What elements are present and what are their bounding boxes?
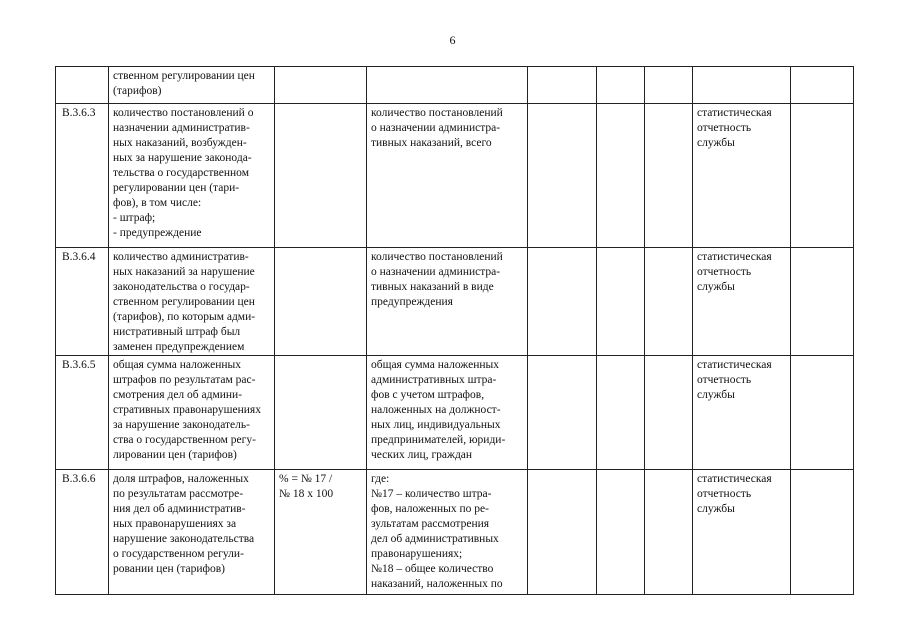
cell-source bbox=[693, 356, 791, 470]
cell-line: отчетность bbox=[697, 266, 752, 278]
cell-empty bbox=[528, 104, 597, 248]
cell-line: назначении административ- bbox=[113, 122, 250, 134]
cell-indicator bbox=[109, 104, 275, 248]
cell-empty bbox=[528, 67, 597, 104]
cell-line: нистративный штраф был bbox=[113, 326, 241, 338]
cell-formula bbox=[275, 356, 367, 470]
cell-line: отчетность bbox=[697, 488, 752, 500]
cell-source bbox=[693, 248, 791, 356]
cell-code: В.3.6.6 bbox=[56, 470, 109, 595]
cell-line: фов, наложенных по ре- bbox=[371, 503, 489, 515]
cell-formula bbox=[275, 470, 367, 595]
cell-empty bbox=[791, 104, 854, 248]
cell-line: ных правонарушениях за bbox=[113, 518, 237, 530]
cell-description bbox=[367, 104, 528, 248]
cell-line: фов с учетом штрафов, bbox=[371, 389, 485, 401]
cell-line: ных наказаний, возбужден- bbox=[113, 137, 247, 149]
table-row bbox=[56, 67, 854, 104]
cell-line: тивных наказаний, всего bbox=[371, 137, 492, 149]
cell-indicator bbox=[109, 470, 275, 595]
cell-line: зультатам рассмотрения bbox=[371, 518, 490, 530]
cell-empty bbox=[645, 356, 693, 470]
cell-formula bbox=[275, 104, 367, 248]
cell-empty bbox=[645, 470, 693, 595]
cell-empty bbox=[528, 470, 597, 595]
cell-line: наказаний, наложенных по bbox=[371, 578, 503, 590]
cell-empty bbox=[791, 67, 854, 104]
cell-line: статистическая bbox=[697, 107, 772, 119]
cell-line: ства о государственном регу- bbox=[113, 434, 256, 446]
cell-line: ческих лиц, граждан bbox=[371, 449, 473, 461]
cell-line: по результатам рассмотре- bbox=[113, 488, 244, 500]
cell-empty bbox=[645, 104, 693, 248]
cell-line: ных за нарушение законода- bbox=[113, 152, 252, 164]
cell-line: № 18 х 100 bbox=[279, 488, 334, 500]
cell-line: статистическая bbox=[697, 359, 772, 371]
cell-empty bbox=[791, 470, 854, 595]
cell-line: службы bbox=[697, 389, 735, 401]
cell-line: количество постановлений bbox=[371, 251, 503, 263]
cell-line: ровании цен (тарифов) bbox=[113, 563, 225, 575]
cell-line: ния дел об административ- bbox=[113, 503, 246, 515]
cell-line: ных лиц, индивидуальных bbox=[371, 419, 501, 431]
cell-description bbox=[367, 67, 528, 104]
cell-line: % = № 17 / bbox=[279, 473, 333, 485]
cell-empty bbox=[645, 248, 693, 356]
cell-code: В.3.6.3 bbox=[56, 104, 109, 248]
cell-line: №17 – количество штра- bbox=[371, 488, 492, 500]
cell-line: количество постановлений bbox=[371, 107, 503, 119]
cell-line: статистическая bbox=[697, 473, 772, 485]
cell-line: предпринимателей, юриди- bbox=[371, 434, 506, 446]
table-row bbox=[56, 356, 854, 470]
cell-line: отчетность bbox=[697, 374, 752, 386]
cell-line: стративных правонарушениях bbox=[113, 404, 261, 416]
cell-line: тельства о государственном bbox=[113, 167, 249, 179]
cell-line: дел об административных bbox=[371, 533, 499, 545]
cell-line: отчетность bbox=[697, 122, 752, 134]
cell-line: фов), в том числе: bbox=[113, 197, 202, 209]
cell-code bbox=[56, 67, 109, 104]
cell-formula bbox=[275, 248, 367, 356]
cell-empty bbox=[597, 356, 645, 470]
cell-code: В.3.6.4 bbox=[56, 248, 109, 356]
cell-indicator bbox=[109, 67, 275, 104]
cell-empty bbox=[645, 67, 693, 104]
cell-formula bbox=[275, 67, 367, 104]
cell-line: ственном регулировании цен bbox=[113, 296, 255, 308]
cell-line: предупреждения bbox=[371, 296, 453, 308]
cell-line: службы bbox=[697, 281, 735, 293]
cell-line: количество постановлений о bbox=[113, 107, 254, 119]
cell-line: ственном регулировании цен bbox=[113, 70, 255, 82]
cell-line: о государственном регули- bbox=[113, 548, 244, 560]
cell-line: количество административ- bbox=[113, 251, 249, 263]
cell-description bbox=[367, 356, 528, 470]
cell-indicator bbox=[109, 356, 275, 470]
cell-empty bbox=[528, 248, 597, 356]
cell-line: общая сумма наложенных bbox=[371, 359, 499, 371]
cell-source bbox=[693, 67, 791, 104]
cell-line: о назначении администра- bbox=[371, 122, 501, 134]
cell-empty bbox=[528, 356, 597, 470]
cell-line: (тарифов) bbox=[113, 85, 162, 97]
cell-line: наложенных на должност- bbox=[371, 404, 501, 416]
cell-line: нарушение законодательства bbox=[113, 533, 255, 545]
cell-line: заменен предупреждением bbox=[113, 341, 245, 353]
cell-empty bbox=[597, 248, 645, 356]
cell-line: законодательства о государ- bbox=[113, 281, 250, 293]
cell-line: лировании цен (тарифов) bbox=[113, 449, 237, 461]
cell-line: регулировании цен (тари- bbox=[113, 182, 240, 194]
cell-line: где: bbox=[371, 473, 390, 485]
cell-code: В.3.6.5 bbox=[56, 356, 109, 470]
cell-description bbox=[367, 470, 528, 595]
cell-line: смотрения дел об админи- bbox=[113, 389, 243, 401]
cell-line: правонарушениях; bbox=[371, 548, 463, 560]
cell-indicator bbox=[109, 248, 275, 356]
cell-line: штрафов по результатам рас- bbox=[113, 374, 256, 386]
cell-description bbox=[367, 248, 528, 356]
cell-line: статистическая bbox=[697, 251, 772, 263]
table-row bbox=[56, 104, 854, 248]
table-row bbox=[56, 248, 854, 356]
cell-source bbox=[693, 104, 791, 248]
cell-empty bbox=[791, 356, 854, 470]
cell-line: службы bbox=[697, 503, 735, 515]
table-row bbox=[56, 470, 854, 595]
cell-line: службы bbox=[697, 137, 735, 149]
indicators-table bbox=[55, 66, 854, 595]
cell-line: административных штра- bbox=[371, 374, 497, 386]
cell-empty bbox=[791, 248, 854, 356]
cell-line: общая сумма наложенных bbox=[113, 359, 241, 371]
cell-line: о назначении администра- bbox=[371, 266, 501, 278]
table-body bbox=[56, 67, 854, 595]
cell-line: №18 – общее количество bbox=[371, 563, 494, 575]
cell-line: тивных наказаний в виде bbox=[371, 281, 494, 293]
cell-line: - штраф; bbox=[113, 212, 156, 224]
cell-empty bbox=[597, 67, 645, 104]
cell-line: (тарифов), по которым адми- bbox=[113, 311, 256, 323]
cell-empty bbox=[597, 104, 645, 248]
cell-line: ных наказаний за нарушение bbox=[113, 266, 255, 278]
cell-line: - предупреждение bbox=[113, 227, 202, 239]
cell-line: за нарушение законодатель- bbox=[113, 419, 250, 431]
cell-empty bbox=[597, 470, 645, 595]
page-number: 6 bbox=[449, 33, 456, 47]
cell-source bbox=[693, 470, 791, 595]
cell-line: доля штрафов, наложенных bbox=[113, 473, 249, 485]
